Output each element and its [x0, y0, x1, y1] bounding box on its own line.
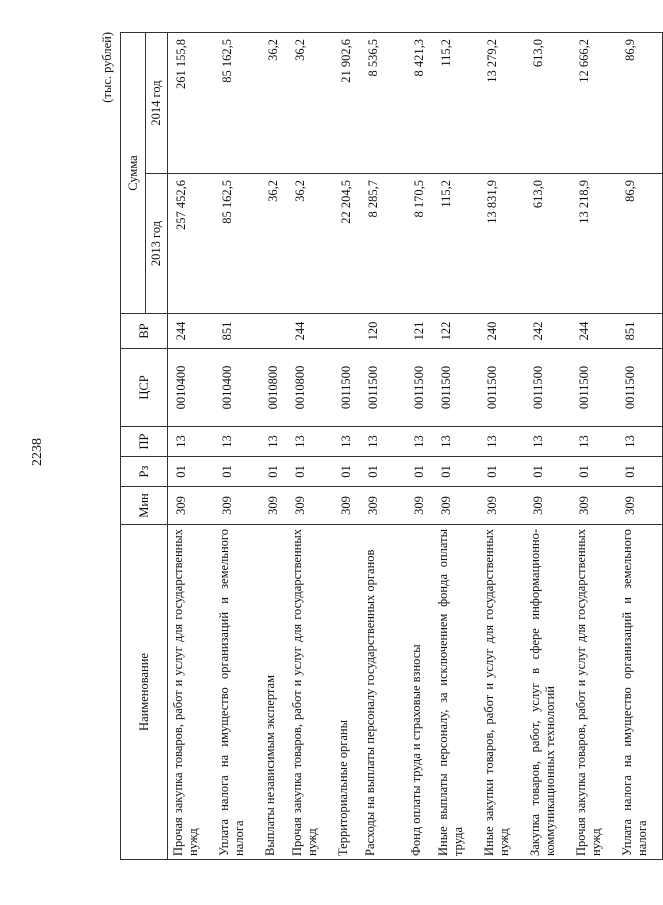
table-row [525, 33, 571, 860]
row-rz: 01 [360, 457, 406, 487]
row-name: Уплата налога на имущество организаций и земельного налога [214, 525, 260, 860]
row-name: Прочая закупка товаров, работ и услуг для государственных нужд [571, 525, 617, 860]
row-pr: 13 [333, 427, 360, 457]
row-vr: 121 [406, 314, 433, 349]
row-2014: 115,2 [433, 33, 479, 174]
row-name: Территориальные органы [333, 525, 360, 860]
page-number: 2238 [30, 438, 45, 466]
row-csr: 0010400 [214, 349, 260, 427]
row-2014: 8 536,5 [360, 33, 406, 174]
row-csr: 0011500 [360, 349, 406, 427]
row-csr: 0011500 [617, 349, 663, 427]
row-2013: 36,2 [260, 174, 287, 314]
row-name: Иные выплаты персоналу, за исключением фонда оплаты труда [433, 525, 479, 860]
row-pr: 13 [260, 427, 287, 457]
row-min: 309 [571, 487, 617, 525]
row-name: Закупка товаров, работ, услуг в сфере информационно-коммуникационных технологий [525, 525, 571, 860]
row-rz: 01 [571, 457, 617, 487]
row-2013: 8 170,5 [406, 174, 433, 314]
row-2013: 36,2 [287, 174, 333, 314]
row-rz: 01 [433, 457, 479, 487]
table-row [214, 33, 260, 860]
header-pr: ПР [121, 427, 168, 457]
table-row [433, 33, 479, 860]
row-rz: 01 [525, 457, 571, 487]
row-name: Иные закупки товаров, работ и услуг для государственных нужд [479, 525, 525, 860]
row-2014: 36,2 [287, 33, 333, 174]
table-row [168, 33, 214, 860]
row-min: 309 [525, 487, 571, 525]
row-2013: 115,2 [433, 174, 479, 314]
row-2014: 12 666,2 [571, 33, 617, 174]
row-csr: 0011500 [479, 349, 525, 427]
row-csr: 0010400 [168, 349, 214, 427]
row-vr: 244 [571, 314, 617, 349]
row-min: 309 [287, 487, 333, 525]
header-2013: 2013 год [146, 174, 168, 314]
row-name: Выплаты независимым экспертам [260, 525, 287, 860]
row-rz: 01 [168, 457, 214, 487]
row-min: 309 [333, 487, 360, 525]
table-row [287, 33, 333, 860]
units-label: (тыс. рублей) [100, 32, 114, 103]
row-vr: 244 [168, 314, 214, 349]
table-row [260, 33, 287, 860]
row-csr: 0011500 [333, 349, 360, 427]
row-name: Фонд оплаты труда и страховые взносы [406, 525, 433, 860]
row-pr: 13 [479, 427, 525, 457]
row-pr: 13 [571, 427, 617, 457]
row-csr: 0011500 [525, 349, 571, 427]
row-2013: 86,9 [617, 174, 663, 314]
header-2014: 2014 год [146, 33, 168, 174]
row-2013: 8 285,7 [360, 174, 406, 314]
row-min: 309 [214, 487, 260, 525]
row-2014: 613,0 [525, 33, 571, 174]
row-csr: 0010800 [260, 349, 287, 427]
rotated-page-content [100, 30, 649, 860]
row-rz: 01 [617, 457, 663, 487]
header-sum: Сумма [121, 33, 146, 314]
row-csr: 0011500 [406, 349, 433, 427]
table-row [617, 33, 663, 860]
row-name: Уплата налога на имущество организаций и земельного налога [617, 525, 663, 860]
row-min: 309 [360, 487, 406, 525]
row-csr: 0010800 [287, 349, 333, 427]
row-pr: 13 [525, 427, 571, 457]
table-row [479, 33, 525, 860]
row-2014: 13 279,2 [479, 33, 525, 174]
row-2014: 86,9 [617, 33, 663, 174]
row-min: 309 [479, 487, 525, 525]
header-min: Мин [121, 487, 168, 525]
row-rz: 01 [260, 457, 287, 487]
row-csr: 0011500 [433, 349, 479, 427]
budget-table [120, 32, 663, 860]
row-vr: 851 [214, 314, 260, 349]
row-vr: 244 [287, 314, 333, 349]
row-min: 309 [260, 487, 287, 525]
row-name: Расходы на выплаты персоналу государственных органов [360, 525, 406, 860]
row-rz: 01 [333, 457, 360, 487]
header-rz: Рз [121, 457, 168, 487]
header-csr: ЦСР [121, 349, 168, 427]
row-min: 309 [168, 487, 214, 525]
row-2014: 36,2 [260, 33, 287, 174]
row-rz: 01 [214, 457, 260, 487]
row-2013: 22 204,5 [333, 174, 360, 314]
row-min: 309 [433, 487, 479, 525]
row-min: 309 [617, 487, 663, 525]
row-2013: 85 162,5 [214, 174, 260, 314]
row-rz: 01 [287, 457, 333, 487]
row-2013: 257 452,6 [168, 174, 214, 314]
row-vr: 240 [479, 314, 525, 349]
table-row [571, 33, 617, 860]
row-pr: 13 [433, 427, 479, 457]
row-pr: 13 [214, 427, 260, 457]
table-row [333, 33, 360, 860]
table-row [406, 33, 433, 860]
row-2014: 21 902,6 [333, 33, 360, 174]
row-2013: 613,0 [525, 174, 571, 314]
row-vr: 851 [617, 314, 663, 349]
row-vr [333, 314, 360, 349]
row-2013: 13 218,9 [571, 174, 617, 314]
table-row [360, 33, 406, 860]
row-pr: 13 [287, 427, 333, 457]
row-min: 309 [406, 487, 433, 525]
row-2014: 8 421,3 [406, 33, 433, 174]
row-name: Прочая закупка товаров, работ и услуг для государственных нужд [168, 525, 214, 860]
header-vr: ВР [121, 314, 168, 349]
row-pr: 13 [406, 427, 433, 457]
row-2013: 13 831,9 [479, 174, 525, 314]
row-2014: 261 155,8 [168, 33, 214, 174]
row-pr: 13 [617, 427, 663, 457]
row-csr: 0011500 [571, 349, 617, 427]
row-pr: 13 [360, 427, 406, 457]
row-vr: 120 [360, 314, 406, 349]
row-vr: 242 [525, 314, 571, 349]
row-rz: 01 [479, 457, 525, 487]
header-name: Наименование [121, 525, 168, 860]
row-vr: 122 [433, 314, 479, 349]
row-vr [260, 314, 287, 349]
row-2014: 85 162,5 [214, 33, 260, 174]
row-pr: 13 [168, 427, 214, 457]
row-rz: 01 [406, 457, 433, 487]
row-name: Прочая закупка товаров, работ и услуг для государственных нужд [287, 525, 333, 860]
